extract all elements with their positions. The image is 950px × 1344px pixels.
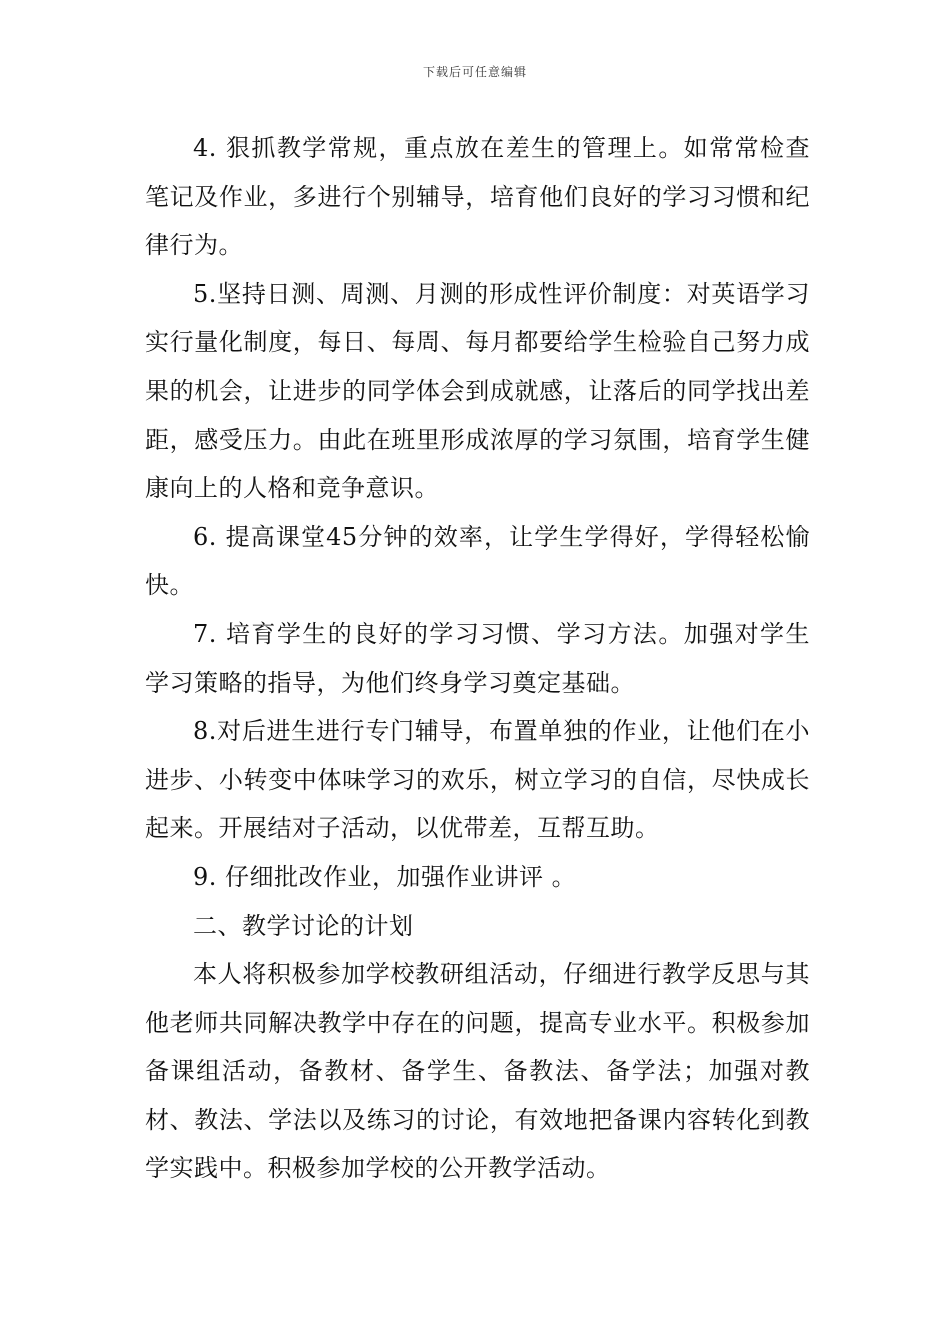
paragraph-item-5: 5.坚持日测、周测、月测的形成性评价制度：对英语学习实行量化制度，每日、每周、每月都要给学生检验自己努力成果的机会，让进步的同学体会到成就感，让落后的同学找出差距，感受压力。由此在班里形成浓厚的学习氛围，培育学生健康向上的人格和竞争意识。 xyxy=(145,279,810,503)
paragraph-research-plan: 本人将积极参加学校教研组活动，仔细进行教学反思与其他老师共同解决教学中存在的问题，提高专业水平。积极参加备课组活动，备教材、备学生、备教法、备学法；加强对教材、教法、学法以及练习的讨论，有效地把备课内容转化到教学实践中。积极参加学校的公开教学活动。 xyxy=(145,960,810,1183)
page-header-note: 下载后可任意编辑 xyxy=(422,65,527,79)
paragraph-item-6: 6. 提高课堂45分钟的效率，让学生学得好，学得轻松愉快。 xyxy=(145,522,810,600)
paragraph-item-8: 8.对后进生进行专门辅导，布置单独的作业，让他们在小进步、小转变中体味学习的欢乐，树立学习的自信，尽快成长起来。开展结对子活动，以优带差，互帮互助。 xyxy=(145,717,810,843)
paragraph-item-7: 7. 培育学生的良好的学习习惯、学习方法。加强对学生学习策略的指导，为他们终身学习奠定基础。 xyxy=(145,619,810,697)
paragraph-item-4: 4. 狠抓教学常规，重点放在差生的管理上。如常常检查笔记及作业，多进行个别辅导，培育他们良好的学习习惯和纪律行为。 xyxy=(145,134,810,260)
paragraph-item-9: 9. 仔细批改作业，加强作业讲评 。 xyxy=(193,862,577,891)
document-body xyxy=(145,124,810,1193)
section-heading-research-plan: 二、教学讨论的计划 xyxy=(193,911,414,940)
